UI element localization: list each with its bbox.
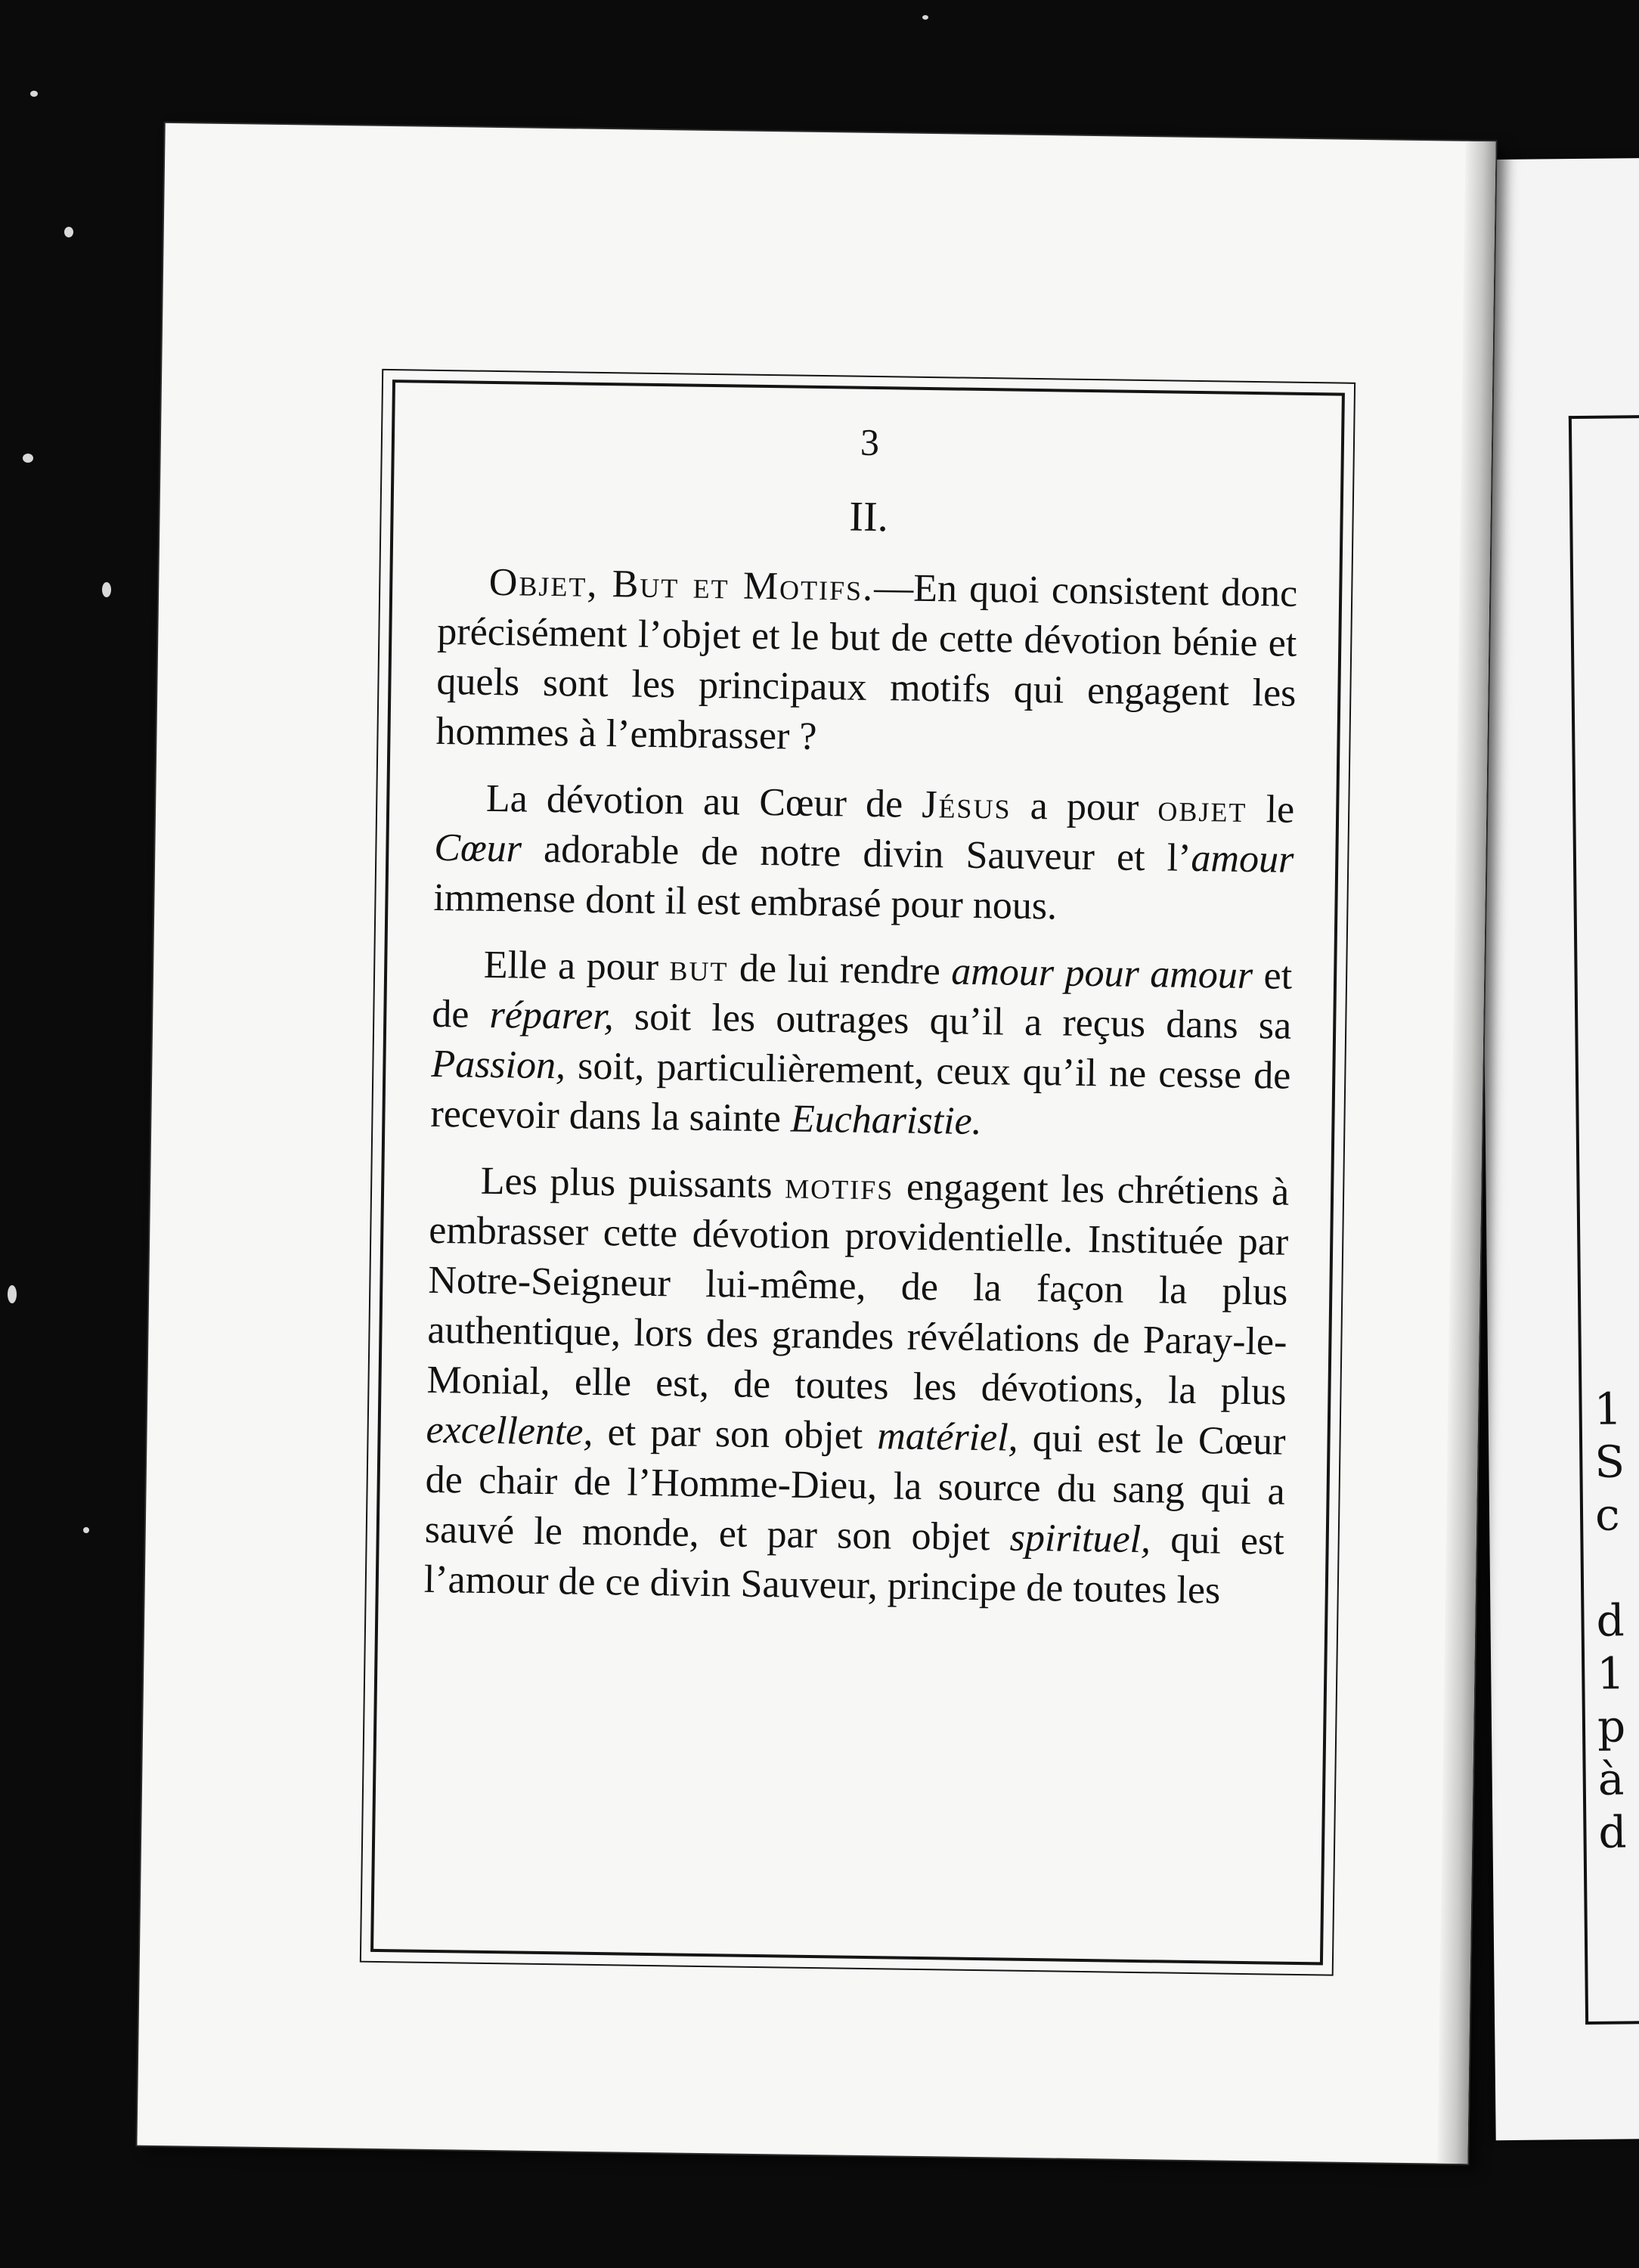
dust-speck: [64, 227, 73, 237]
italic-run: réparer,: [489, 993, 615, 1039]
dust-speck: [922, 15, 928, 20]
text-run: La dévotion au Cœur de: [485, 776, 922, 826]
text-run: le: [1247, 787, 1295, 832]
small-caps-run: Objet, But et Motifs.: [488, 560, 875, 609]
text-run: —En quoi consistent donc précisément l’objet et le but de cette dévotion bénie et quels sont les principaux motifs qui engagent les hommes à l’embrasser ?: [435, 565, 1298, 758]
text-run: soit les outrages qu’il a reçus dans sa: [613, 995, 1292, 1048]
text-run: Elle a pour: [483, 943, 670, 990]
section-heading: II.: [848, 493, 889, 541]
italic-run: Cœur: [434, 826, 522, 871]
italic-run: amour pour amour: [950, 950, 1253, 998]
book-page: [137, 123, 1495, 2164]
small-caps-run: Jésus: [921, 782, 1012, 828]
adjacent-page-glyph: c: [1594, 1489, 1620, 1541]
dust-speck: [83, 1527, 89, 1533]
paragraph: [435, 557, 1298, 769]
text-frame: [370, 380, 1345, 1965]
dust-speck: [30, 91, 38, 97]
adjacent-page-glyph: 1: [1596, 1647, 1625, 1699]
adjacent-page: [1475, 158, 1639, 2140]
adjacent-page-glyph: S: [1594, 1436, 1625, 1488]
paragraph: [430, 940, 1293, 1151]
text-run: Les plus puissants: [480, 1159, 785, 1207]
italic-run: spirituel,: [1009, 1516, 1151, 1562]
adjacent-page-glyph: p: [1597, 1700, 1626, 1752]
text-run: immense dont il est embrasé pour nous.: [433, 875, 1058, 928]
paragraph: [423, 1156, 1289, 1617]
page-number: 3: [860, 420, 880, 464]
text-run: adorable de notre divin Sauveur et l’: [521, 827, 1191, 880]
text-run: de lui rendre: [728, 947, 952, 993]
italic-run: Eucharistie.: [790, 1097, 983, 1144]
italic-run: amour: [1191, 836, 1294, 881]
small-caps-run: but: [669, 946, 729, 990]
italic-run: Passion,: [431, 1042, 566, 1088]
text-run: soit, particulièrement, ceux qu’il ne cesse de recevoir dans la sainte: [430, 1044, 1291, 1141]
dust-speck: [102, 582, 111, 597]
text-run: a pour: [1011, 784, 1158, 830]
small-caps-run: motifs: [784, 1163, 894, 1209]
adjacent-page-glyph: 1: [1594, 1383, 1622, 1435]
italic-run: matériel,: [876, 1414, 1019, 1460]
adjacent-page-glyph: à: [1597, 1753, 1625, 1805]
text-run: et par son objet: [593, 1410, 878, 1458]
text-run: engagent les chrétiens à embrasser cette dévotion providentielle. Instituée par Notre-Seigneur lui-même, de la façon la plus authentique, lors des grandes révélations de Paray-le-Monial, elle est, de toutes les dévotions, la plus: [426, 1165, 1290, 1414]
dust-speck: [8, 1285, 17, 1303]
italic-run: excellente,: [426, 1408, 593, 1454]
text-run: qui est l’amour de ce divin Sauveur, principe de toutes les: [423, 1518, 1285, 1613]
text-run: et de: [431, 954, 1293, 1036]
small-caps-run: objet: [1157, 786, 1247, 831]
adjacent-page-glyph: d: [1598, 1806, 1627, 1858]
adjacent-page-glyph: d: [1596, 1594, 1625, 1647]
text-run: qui est le Cœur de chair de l’Homme-Dieu, la source du sang qui a sauvé le monde, et par son objet: [424, 1416, 1286, 1560]
paragraph: [433, 773, 1295, 935]
dust-speck: [23, 454, 33, 463]
body-paragraphs: [423, 557, 1297, 1617]
text-block: [423, 414, 1300, 1634]
